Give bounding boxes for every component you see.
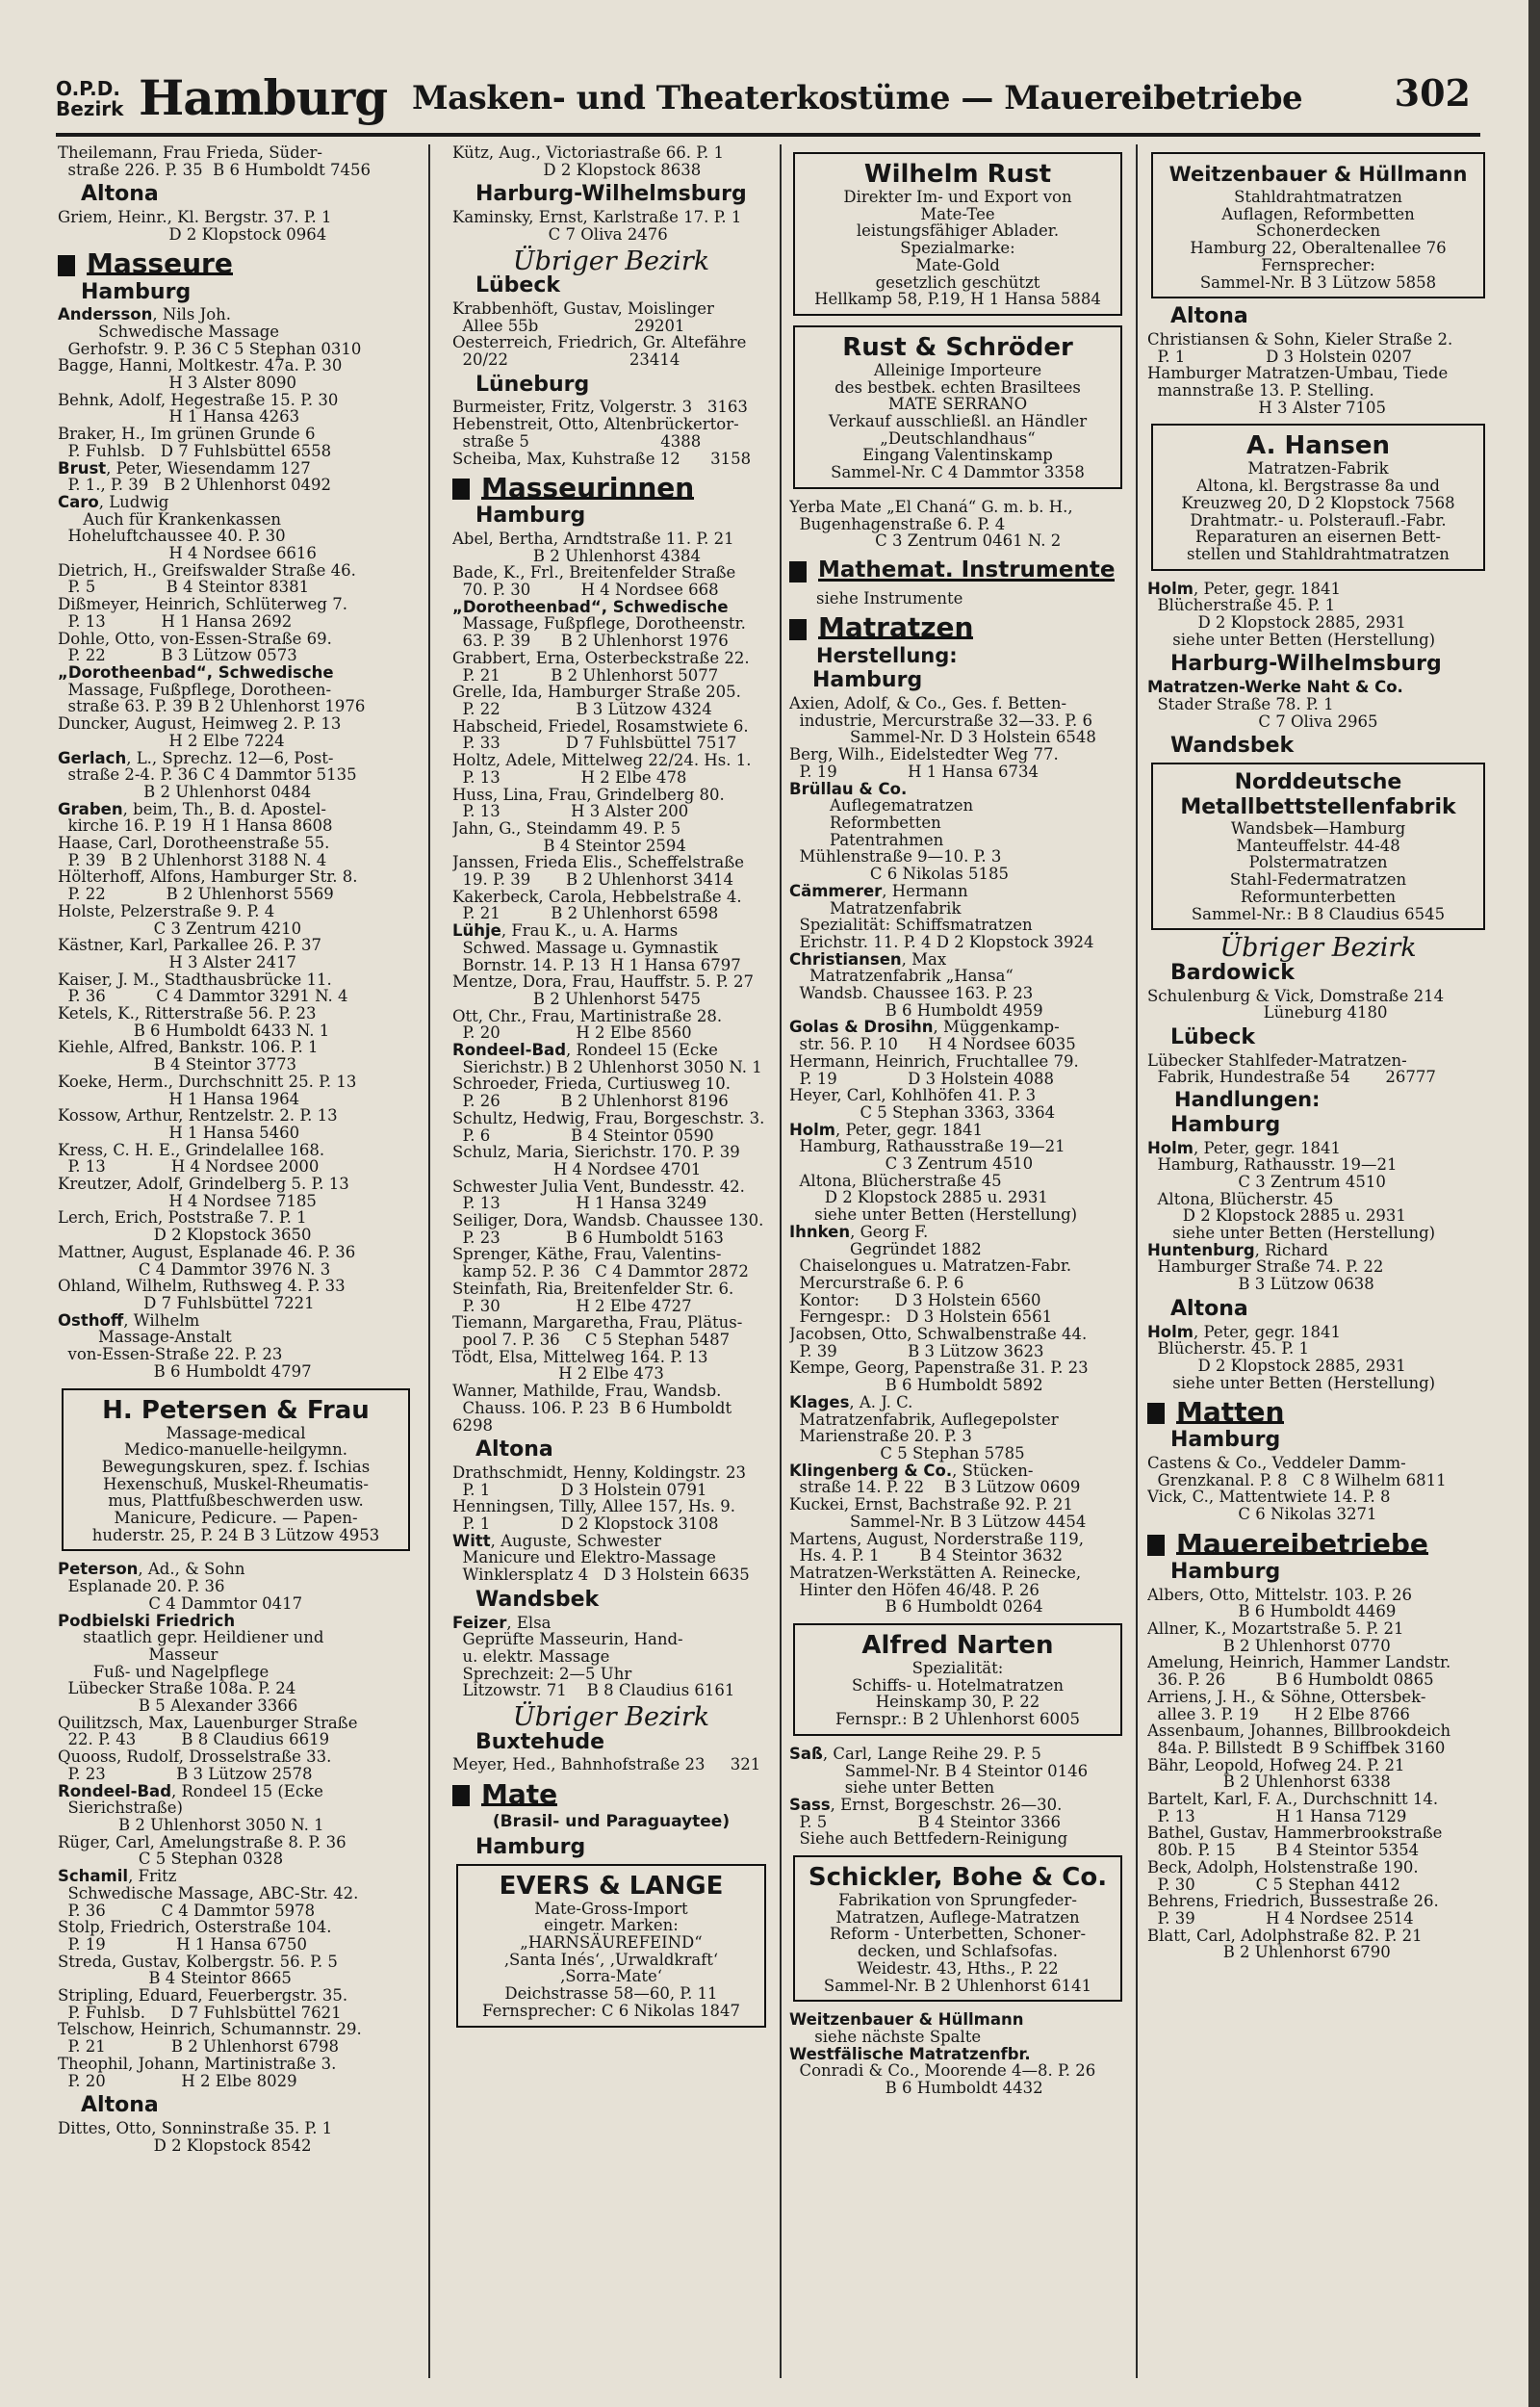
listing-entry: Stolp, Friedrich, Osterstraße 104. P. 19 H 1 Hansa 6750: [58, 1918, 332, 1954]
column-divider: [780, 144, 782, 2378]
listing-entry: Mentze, Dora, Frau, Hauffstr. 5. P. 27 B 2 Uhlenhorst 5475: [452, 972, 755, 1008]
listing-entry: Quooss, Rudolf, Drosselstraße 33. P. 23 B 3 Lützow 2578: [58, 1747, 332, 1783]
listing-entry: Klages, A. J. C. Matratzenfabrik, Auflegepolster Marienstraße 20. P. 3 C 5 Stephan 5785: [789, 1392, 1059, 1462]
city-heading: Lübeck: [1170, 1025, 1256, 1050]
page-number: 302: [1394, 71, 1471, 115]
advertisement-text: Stahldrahtmatratzen Auflagen, Reformbetten Schonerdecken Hamburg 22, Oberaltenallee 76 Fernsprecher: Sammel-Nr. B 3 Lützow 5858: [1190, 188, 1447, 292]
section-heading-mauereibetriebe: Mauereibetriebe: [1147, 1535, 1489, 1556]
city-heading: Hamburg: [1170, 1428, 1281, 1453]
listing-entry: Kossow, Arthur, Rentzelstr. 2. P. 13 H 1 Hansa 5460: [58, 1106, 338, 1142]
listing-entry: Lerch, Erich, Poststraße 7. P. 1 D 2 Klopstock 3650: [58, 1208, 312, 1245]
listing-entry: Kress, C. H. E., Grindelallee 168. P. 13 H 4 Nordsee 2000: [58, 1140, 325, 1177]
listing-entry: Dittes, Otto, Sonninstraße 35. P. 1 D 2 Klopstock 8542: [58, 2118, 333, 2155]
listing-entry: Theophil, Johann, Martinistraße 3. P. 20 H 2 Elbe 8029: [58, 2054, 337, 2090]
city-heading: Hamburg: [1170, 1559, 1281, 1584]
advertisement-title: A. Hansen: [1246, 431, 1390, 461]
column-divider: [428, 144, 430, 2378]
column-1: [58, 144, 414, 2388]
listing-entry: Castens & Co., Veddeler Damm- Grenzkanal. P. 8 C 8 Wilhelm 6811: [1147, 1454, 1447, 1489]
listing-entry: Streda, Gustav, Kolbergstr. 56. P. 5 B 4 Steintor 8665: [58, 1952, 338, 1988]
listing-entry: Klingenberg & Co., Stücken- straße 14. P. 22 B 3 Lützow 0609: [789, 1461, 1081, 1497]
advertisement-title: Wilhelm Rust: [863, 160, 1052, 189]
listing-entry: Quilitzsch, Max, Lauenburger Straße 22. P. 43 B 8 Claudius 6619: [58, 1713, 358, 1749]
advertisement-title: Alfred Narten: [861, 1631, 1054, 1661]
city-heading: Hamburg: [1170, 1112, 1281, 1137]
city-heading: Harburg-Wilhelmsburg: [1170, 652, 1442, 677]
advertisement-text: Alleinige Importeure des bestbek. echten Brasiltees MATE SERRANO Verkauf ausschließl. an Händler „Deutschlandhaus“ Eingang Valentinskamp Sammel-Nr. C 4 Dammtor 3358: [828, 360, 1088, 482]
page-title: Masken- und Theaterkostüme — Mauereibetriebe: [412, 79, 1303, 117]
listing-entry: Berg, Wilh., Eidelstedter Weg 77. P. 19 H 1 Hansa 6734: [789, 745, 1059, 781]
listing-entry: Griem, Heinr., Kl. Bergstr. 37. P. 1 D 2 Klopstock 0964: [58, 208, 332, 244]
listing-entry: Seiliger, Dora, Wandsb. Chaussee 130. P. 23 B 6 Humboldt 5163: [452, 1211, 764, 1247]
listing-entry: Witt, Auguste, Schwester Manicure und Elektro-Massage Winklersplatz 4 D 3 Holstein 6635: [452, 1531, 750, 1585]
column-3: [789, 144, 1126, 2388]
advertisement-text: Wandsbek—Hamburg Manteuffelstr. 44-48 Polstermatratzen Stahl-Federmatratzen Reformunterbetten Sammel-Nr.: B 8 Claudius 6545: [1191, 818, 1446, 923]
listing-entry: Schroeder, Frieda, Curtiusweg 10. P. 26 B 2 Uhlenhorst 8196: [452, 1074, 731, 1111]
listing-entry: Martens, August, Norderstraße 119, Hs. 4. P. 1 B 4 Steintor 3632: [789, 1529, 1084, 1566]
city-heading: Harburg-Wilhelmsburg: [475, 182, 747, 207]
listing-entry: Grabbert, Erna, Osterbeckstraße 22. P. 21 B 2 Uhlenhorst 5077: [452, 648, 750, 685]
city-heading: Altona: [1170, 304, 1248, 329]
listing-entry: Holm, Peter, gegr. 1841 Blücherstr. 45. P. 1 D 2 Klopstock 2885, 2931 siehe unter Betten (Herstellung): [1147, 1322, 1436, 1392]
advertisement-box: [793, 1623, 1122, 1736]
city-heading: Wandsbek: [1170, 734, 1295, 759]
listing-entry: Kaiser, J. M., Stadthausbrücke 11. P. 36 C 4 Dammtor 3291 N. 4: [58, 970, 348, 1006]
page-edge: [1528, 0, 1540, 2407]
header-rule: [56, 133, 1480, 137]
advertisement-text: Spezialität: Schiffs- u. Hotelmatratzen Heinskamp 30, P. 22 Fernspr.: B 2 Uhlenhorst 6005: [834, 1659, 1081, 1729]
listing-entry: Behnk, Adolf, Hegestraße 15. P. 30 H 1 Hansa 4263: [58, 390, 339, 427]
section-heading-masseure: Masseure: [58, 255, 414, 276]
listing-entry: Amelung, Heinrich, Hammer Landstr. 36. P. 26 B 6 Humboldt 0865: [1147, 1653, 1451, 1690]
listing-entry: Holm, Peter, gegr. 1841 Hamburg, Rathausstraße 19—21 C 3 Zentrum 4510 Altona, Blücherstraße 45 D 2 Klopstock 2885 u. 2931 siehe unter Betten (Herstellung): [789, 1120, 1078, 1225]
subsection-heading: Herstellung:: [816, 643, 958, 667]
district-label: O.P.D. Bezirk: [56, 77, 124, 120]
advertisement-box: [793, 1855, 1122, 2002]
listing-entry: Kütz, Aug., Victoriastraße 66. P. 1 D 2 Klopstock 8638: [452, 144, 725, 179]
listing-entry: Arriens, J. H., & Söhne, Ottersbek- allee 3. P. 19 H 2 Elbe 8766: [1147, 1687, 1426, 1723]
listing-entry: Blatt, Carl, Adolphstraße 82. P. 21 B 2 Uhlenhorst 6790: [1147, 1926, 1423, 1962]
city-heading: Altona: [81, 2093, 159, 2118]
listing-entry: Lühje, Frau K., u. A. Harms Schwed. Massage u. Gymnastik Bornstr. 14. P. 13 H 1 Hansa 6797: [452, 921, 741, 974]
listing-entry: Schulenburg & Vick, Domstraße 214 Lüneburg 4180: [1147, 986, 1445, 1022]
listing-entry: Cämmerer, Hermann Matratzenfabrik Spezialität: Schiffsmatratzen Erichstr. 11. P. 4 D 2 Klopstock 3924: [789, 881, 1094, 951]
advertisement-title: Weitzenbauer & Hüllmann: [1168, 163, 1468, 186]
listing-entry: Schwester Julia Vent, Bundesstr. 42. P. 13 H 1 Hansa 3249: [452, 1177, 745, 1213]
listing-entry: Ohland, Wilhelm, Ruthsweg 4. P. 33 D 7 Fuhlsbüttel 7221: [58, 1277, 346, 1312]
advertisement-box: [1151, 763, 1485, 930]
listing-entry: Kempe, Georg, Papenstraße 31. P. 23 B 6 Humboldt 5892: [789, 1359, 1089, 1395]
listing-entry: Caro, Ludwig Auch für Krankenkassen Hoheluftchaussee 40. P. 30 H 4 Nordsee 6616: [58, 492, 317, 563]
listing-entry: Westfälische Matratzenfbr. Conradi & Co., Moorende 4—8. P. 26 B 6 Humboldt 4432: [789, 2044, 1096, 2098]
listing-entry: Meyer, Hed., Bahnhofstraße 23 321: [452, 1755, 761, 1774]
listing-entry: Lübecker Stahlfeder-Matratzen- Fabrik, Hundestraße 54 26777: [1147, 1050, 1436, 1087]
listing-entry: Beck, Adolph, Holstenstraße 190. P. 30 C 5 Stephan 4412: [1147, 1857, 1419, 1894]
city-heading: Hamburg: [475, 504, 586, 529]
listing-entry: Stripling, Eduard, Feuerbergstr. 35. P. Fuhlsb. D 7 Fuhlsbüttel 7621: [58, 1986, 348, 2022]
listing-entry: Yerba Mate „El Chaná“ G. m. b. H., Bugenhagenstraße 6. P. 4 C 3 Zentrum 0461 N. 2: [789, 497, 1073, 551]
listing-entry: Schultz, Hedwig, Frau, Borgeschstr. 3. P. 6 B 4 Steintor 0590: [452, 1108, 765, 1145]
listing-entry: Gerlach, L., Sprechz. 12—6, Post- straße 2-4. P. 36 C 4 Dammtor 5135 B 2 Uhlenhorst 0484: [58, 748, 357, 801]
listing-entry: Ott, Chr., Frau, Martinistraße 28. P. 20 H 2 Elbe 8560: [452, 1006, 723, 1043]
column-divider: [1136, 144, 1138, 2378]
section-heading-math-instruments: Mathemat. Instrumente: [789, 561, 1126, 582]
listing-entry: Heyer, Carl, Kohlhöfen 41. P. 3 C 5 Stephan 3363, 3364: [789, 1086, 1056, 1122]
section-marker-icon: [58, 255, 75, 276]
listing-entry: Graben, beim, Th., B. d. Apostel- kirche 16. P. 19 H 1 Hansa 8608: [58, 799, 333, 836]
city-heading: Lübeck: [475, 273, 561, 298]
listing-entry: Peterson, Ad., & Sohn Esplanade 20. P. 36 C 4 Dammtor 0417: [58, 1560, 303, 1613]
section-heading-matratzen: Matratzen: [789, 619, 1126, 640]
advertisement-box: [1151, 424, 1485, 570]
city-title: Hamburg: [139, 69, 388, 126]
city-heading: Altona: [1170, 1296, 1248, 1321]
section-marker-icon: [1147, 1403, 1165, 1424]
listing-entry: Assenbaum, Johannes, Billbrookdeich 84a. P. Billstedt B 9 Schiffbek 3160: [1147, 1721, 1451, 1757]
advertisement-box: [793, 152, 1122, 316]
listing-entry: Braker, H., Im grünen Grunde 6 P. Fuhlsb. D 7 Fuhlsbüttel 6558: [58, 425, 332, 460]
advertisement-title: EVERS & LANGE: [499, 1871, 724, 1901]
listing-entry: Kiehle, Alfred, Bankstr. 106. P. 1 B 4 Steintor 3773: [58, 1038, 319, 1074]
listing-entry: Wanner, Mathilde, Frau, Wandsb. Chauss. 106. P. 23 B 6 Humboldt 6298: [452, 1382, 732, 1435]
listing-entry: „Dorotheenbad“, Schwedische Massage, Fußpflege, Dorotheen- straße 63. P. 39 B 2 Uhlenhorst 1976: [58, 662, 366, 716]
listing-entry: Osthoff, Wilhelm Massage-Anstalt von-Essen-Straße 22. P. 23 B 6 Humboldt 4797: [58, 1310, 312, 1381]
listing-entry: Holste, Pelzerstraße 9. P. 4 C 3 Zentrum 4210: [58, 901, 302, 938]
listing-entry: Bathel, Gustav, Hammerbrookstraße 80b. P. 15 B 4 Steintor 5354: [1147, 1824, 1443, 1860]
column-4: [1147, 144, 1489, 2388]
listing-entry: Kreutzer, Adolf, Grindelberg 5. P. 13 H 4 Nordsee 7185: [58, 1175, 349, 1210]
listing-entry: Bähr, Leopold, Hofweg 24. P. 21 B 2 Uhlenhorst 6338: [1147, 1755, 1405, 1792]
listing-entry: Brust, Peter, Wiesendamm 127 P. 1., P. 39 B 2 Uhlenhorst 0492: [58, 458, 332, 495]
listing-entry: Golas & Drosihn, Müggenkamp- str. 56. P. 10 H 4 Nordsee 6035: [789, 1018, 1076, 1054]
listing-entry: Christiansen & Sohn, Kieler Straße 2. P. 1 D 3 Holstein 0207: [1147, 329, 1453, 366]
section-heading-mate: Mate: [452, 1785, 770, 1806]
listing-entry: Koeke, Herm., Durchschnitt 25. P. 13 H 1 Hansa 1964: [58, 1072, 357, 1108]
listing-entry: Abel, Bertha, Arndtstraße 11. P. 21 B 2 Uhlenhorst 4384: [452, 529, 734, 565]
section-marker-icon: [789, 619, 807, 640]
listing-entry: Bagge, Hanni, Moltkestr. 47a. P. 30 H 3 Alster 8090: [58, 356, 343, 393]
listing-entry: Telschow, Heinrich, Schumannstr. 29. P. 21 B 2 Uhlenhorst 6798: [58, 2020, 362, 2057]
listing-entry: Hölterhoff, Alfons, Hamburger Str. 8. P. 22 B 2 Uhlenhorst 5569: [58, 867, 358, 904]
listing-entry: Dißmeyer, Heinrich, Schlüterweg 7. P. 13 H 1 Hansa 2692: [58, 595, 347, 631]
listing-entry: Jacobsen, Otto, Schwalbenstraße 44. P. 39 B 3 Lützow 3623: [789, 1325, 1088, 1360]
section-heading-masseurinnen: Masseurinnen: [452, 479, 770, 500]
listing-entry: Saß, Carl, Lange Reihe 29. P. 5 Sammel-Nr. B 4 Steintor 0146 siehe unter Betten: [789, 1744, 1089, 1798]
city-heading: Lüneburg: [475, 372, 590, 397]
listing-entry: Krabbenhöft, Gustav, Moislinger Allee 55b 29201: [452, 298, 714, 335]
advertisement-title: Schickler, Bohe & Co.: [808, 1863, 1108, 1893]
listing-entry: Bade, K., Frl., Breitenfelder Straße 70. P. 30 H 4 Nordsee 668: [452, 563, 736, 600]
city-heading: Wandsbek: [475, 1587, 600, 1612]
advertisement-title: Norddeutsche Metallbettstellenfabrik: [1180, 769, 1456, 819]
listing-entry: Dohle, Otto, von-Essen-Straße 69. P. 22 B 3 Lützow 0573: [58, 629, 332, 665]
listing-entry: Allner, K., Mozartstraße 5. P. 21 B 2 Uhlenhorst 0770: [1147, 1619, 1404, 1655]
district-heading: Übriger Bezirk: [1219, 933, 1417, 964]
section-marker-icon: [789, 561, 807, 582]
listing-entry: Theilemann, Frau Frieda, Süder- straße 226. P. 35 B 6 Humboldt 7456: [58, 144, 372, 179]
advertisement-text: Direkter Im- und Export von Mate-Tee leistungsfähiger Ablader. Spezialmarke: Mate-Gold gesetzlich geschützt Hellkamp 58, P.19, H 1 Hansa 5884: [814, 188, 1101, 309]
listing-entry: Huss, Lina, Frau, Grindelberg 80. P. 13 H 3 Alster 200: [452, 785, 725, 821]
listing-entry: Schulz, Maria, Sierichstr. 170. P. 39 H 4 Nordsee 4701: [452, 1143, 740, 1178]
city-heading: Bardowick: [1170, 960, 1295, 985]
listing-entry: Hermann, Heinrich, Fruchtallee 79. P. 19 D 3 Holstein 4088: [789, 1051, 1079, 1088]
column-2: [452, 144, 770, 2388]
city-heading: Altona: [475, 1437, 553, 1462]
listing-entry: Steinfath, Ria, Breitenfelder Str. 6. P. 30 H 2 Elbe 4727: [452, 1279, 734, 1315]
listing-entry: Scheiba, Max, Kuhstraße 12 3158: [452, 449, 752, 468]
listing-entry: Bartelt, Karl, F. A., Durchschnitt 14. P. 13 H 1 Hansa 7129: [1147, 1790, 1439, 1825]
listing-entry: Oesterreich, Friedrich, Gr. Altefähre 20/22 23414: [452, 333, 747, 370]
section-marker-icon: [452, 1785, 470, 1806]
section-heading-matten: Matten: [1147, 1403, 1489, 1424]
listing-entry: Duncker, August, Heimweg 2. P. 13 H 2 Elbe 7224: [58, 714, 342, 750]
listing-entry: Holm, Peter, gegr. 1841 Blücherstraße 45. P. 1 D 2 Klopstock 2885, 2931 siehe unter Betten (Herstellung): [1147, 579, 1436, 649]
listing-entry: Hebenstreit, Otto, Altenbrückertor- straße 5 4388: [452, 415, 739, 451]
section-marker-icon: [452, 479, 470, 500]
advertisement-title: Rust & Schröder: [842, 332, 1073, 362]
listing-entry: Tödt, Elsa, Mittelweg 164. P. 13 H 2 Elbe 473: [452, 1347, 708, 1384]
listing-entry: Burmeister, Fritz, Volgerstr. 3 3163: [452, 398, 748, 417]
listing-entry: Grelle, Ida, Hamburger Straße 205. P. 22 B 3 Lützow 4324: [452, 683, 741, 718]
listing-entry: Rüger, Carl, Amelungstraße 8. P. 36 C 5 Stephan 0328: [58, 1832, 346, 1869]
listing-entry: Rondeel-Bad, Rondeel 15 (Ecke Sierichstraße) B 2 Uhlenhorst 3050 N. 1: [58, 1781, 324, 1834]
listing-entry: Feizer, Elsa Geprüfte Masseurin, Hand- u. elektr. Massage Sprechzeit: 2—5 Uhr Litzowstr. 71 B 8 Claudius 6161: [452, 1613, 735, 1700]
advertisement-text: Massage-medical Medico-manuelle-heilgymn. Bewegungskuren, spez. f. Ischias Hexenschuß, Muskel-Rheumatis- mus, Plattfußbeschwerden usw. Manicure, Pedicure. — Papen- huderstr. 25, P. 24 B 3 Lützow 4953: [91, 1423, 380, 1544]
page-header: [56, 67, 1480, 135]
listing-entry: Vick, C., Mattentwiete 14. P. 8 C 6 Nikolas 3271: [1147, 1488, 1391, 1524]
advertisement-box: [456, 1864, 766, 2028]
section-subtitle: (Brasil- und Paraguaytee): [492, 1812, 731, 1832]
advertisement-box: [793, 325, 1122, 489]
advertisement-box: [1151, 152, 1485, 298]
listing-entry: Axien, Adolf, & Co., Ges. f. Betten- industrie, Mercurstraße 32—33. P. 6 Sammel-Nr. D 3 Holstein 6548: [789, 694, 1096, 747]
city-heading: Hamburg: [812, 668, 923, 693]
advertisement-text: Mate-Gross-Import eingetr. Marken: „HARNSÄUREFEIND“ ‚Santa Inés‘, ‚Urwaldkraft‘ ‚Sorra-Mate‘ Deichstrasse 58—60, P. 11 Fernsprecher: C 6 Nikolas 1847: [482, 1899, 740, 2020]
advertisement-box: [62, 1388, 410, 1552]
subsection-heading: Handlungen:: [1174, 1088, 1321, 1112]
listing-entry: Kuckei, Ernst, Bachstraße 92. P. 21 Sammel-Nr. B 3 Lützow 4454: [789, 1495, 1087, 1531]
listing-entry: Holm, Peter, gegr. 1841 Hamburg, Rathausstr. 19—21 C 3 Zentrum 4510 Altona, Blücherstr. 45 D 2 Klopstock 2885 u. 2931 siehe unter Betten (Herstellung): [1147, 1138, 1436, 1243]
cross-reference: siehe Instrumente: [816, 588, 963, 608]
advertisement-text: Fabrikation von Sprungfeder- Matratzen, Auflege-Matratzen Reform - Unterbetten, Schoner- decken, und Schlafsofas. Weidestr. 43, Hths., P. 22 Sammel-Nr. B 2 Uhlenhorst 6141: [823, 1891, 1092, 1995]
listing-entry: Kaminsky, Ernst, Karlstraße 17. P. 1 C 7 Oliva 2476: [452, 208, 742, 244]
listing-entry: Henningsen, Tilly, Allee 157, Hs. 9. P. 1 D 2 Klopstock 3108: [452, 1497, 735, 1534]
listing-entry: „Dorotheenbad“, Schwedische Massage, Fußpflege, Dorotheenstr. 63. P. 39 B 2 Uhlenhorst 1976: [452, 597, 746, 651]
listing-entry: Weitzenbauer & Hüllmann siehe nächste Spalte: [789, 2010, 1024, 2046]
listing-entry: Tiemann, Margaretha, Frau, Plätus- pool 7. P. 36 C 5 Stephan 5487: [452, 1313, 743, 1349]
listing-entry: Kakerbeck, Carola, Hebbelstraße 4. P. 21 B 2 Uhlenhorst 6598: [452, 887, 742, 923]
section-marker-icon: [1147, 1535, 1165, 1556]
listing-entry: Andersson, Nils Joh. Schwedische Massage Gerhofstr. 9. P. 36 C 5 Stephan 0310: [58, 305, 362, 358]
listing-entry: Dietrich, H., Greifswalder Straße 46. P. 5 B 4 Steintor 8381: [58, 560, 356, 597]
city-heading: Altona: [81, 182, 159, 207]
advertisement-text: Matratzen-Fabrik Altona, kl. Bergstrasse 8a und Kreuzweg 20, D 2 Klopstock 7568 Drahtmatr.- u. Polsteraufl.-Fabr. Reparaturen an eisernen Bett- stellen und Stahldrahtmatratzen: [1181, 459, 1455, 563]
listing-entry: Mattner, August, Esplanade 46. P. 36 C 4 Dammtor 3976 N. 3: [58, 1242, 356, 1279]
listing-entry: Holtz, Adele, Mittelweg 22/24. Hs. 1. P. 13 H 2 Elbe 478: [452, 751, 752, 787]
listing-entry: Sass, Ernst, Borgeschstr. 26—30. P. 5 B 4 Steintor 3366 Siehe auch Bettfedern-Reinigung: [789, 1795, 1068, 1849]
listing-entry: Schamil, Fritz Schwedische Massage, ABC-Str. 42. P. 36 C 4 Dammtor 5978: [58, 1867, 359, 1920]
listing-entry: Matratzen-Werkstätten A. Reinecke, Hinter den Höfen 46/48. P. 26 B 6 Humboldt 0264: [789, 1563, 1082, 1617]
city-heading: Buxtehude: [475, 1729, 605, 1754]
listing-entry: Ketels, K., Ritterstraße 56. P. 23 B 6 Humboldt 6433 N. 1: [58, 1004, 330, 1040]
district-heading: Übriger Bezirk: [512, 1702, 710, 1733]
listing-entry: Hamburger Matratzen-Umbau, Tiede mannstraße 13. P. Stelling. H 3 Alster 7105: [1147, 364, 1449, 417]
listing-entry: Habscheid, Friedel, Rosamstwiete 6. P. 33 D 7 Fuhlsbüttel 7517: [452, 716, 749, 753]
listing-entry: Matratzen-Werke Naht & Co. Stader Straße 78. P. 1 C 7 Oliva 2965: [1147, 678, 1403, 731]
city-heading: Hamburg: [81, 279, 192, 304]
listing-entry: Brüllau & Co. Auflegematratzen Reformbetten Patentrahmen Mühlenstraße 9—10. P. 3 C 6 Nikolas 5185: [789, 779, 1009, 884]
district-heading: Übriger Bezirk: [512, 246, 710, 276]
listing-entry: Albers, Otto, Mittelstr. 103. P. 26 B 6 Humboldt 4469: [1147, 1585, 1412, 1621]
listing-entry: Christiansen, Max Matratzenfabrik „Hansa“ Wandsb. Chaussee 163. P. 23 B 6 Humboldt 4959: [789, 949, 1043, 1020]
advertisement-title: H. Petersen & Frau: [102, 1395, 370, 1425]
listing-entry: Podbielski Friedrich staatlich gepr. Heildiener und Masseur Fuß- und Nagelpflege Lübecker Straße 108a. P. 24 B 5 Alexander 3366: [58, 1611, 324, 1716]
listing-entry: Huntenburg, Richard Hamburger Straße 74. P. 22 B 3 Lützow 0638: [1147, 1240, 1384, 1294]
listing-entry: Janssen, Frieda Elis., Scheffelstraße 19. P. 39 B 2 Uhlenhorst 3414: [452, 853, 745, 890]
listing-entry: Sprenger, Käthe, Frau, Valentins- kamp 52. P. 36 C 4 Dammtor 2872: [452, 1245, 749, 1281]
listing-entry: Rondeel-Bad, Rondeel 15 (Ecke Sierichstr.) B 2 Uhlenhorst 3050 N. 1: [452, 1041, 762, 1076]
listing-entry: Drathschmidt, Henny, Koldingstr. 23 P. 1 D 3 Holstein 0791: [452, 1462, 746, 1499]
listing-entry: Jahn, G., Steindamm 49. P. 5 B 4 Steintor 2594: [452, 818, 686, 855]
city-heading: Hamburg: [475, 1834, 586, 1859]
listing-entry: Kästner, Karl, Parkallee 26. P. 37 H 3 Alster 2417: [58, 936, 322, 971]
listing-entry: Behrens, Friedrich, Bussestraße 26. P. 39 H 4 Nordsee 2514: [1147, 1892, 1439, 1928]
listing-entry: Ihnken, Georg F. Gegründet 1882 Chaiselongues u. Matratzen-Fabr. Mercurstraße 6. P. 6 Kontor: D 3 Holstein 6560 Ferngespr.: D 3 Holstein 6561: [789, 1222, 1072, 1327]
listing-entry: Haase, Carl, Dorotheenstraße 55. P. 39 B 2 Uhlenhorst 3188 N. 4: [58, 834, 330, 869]
